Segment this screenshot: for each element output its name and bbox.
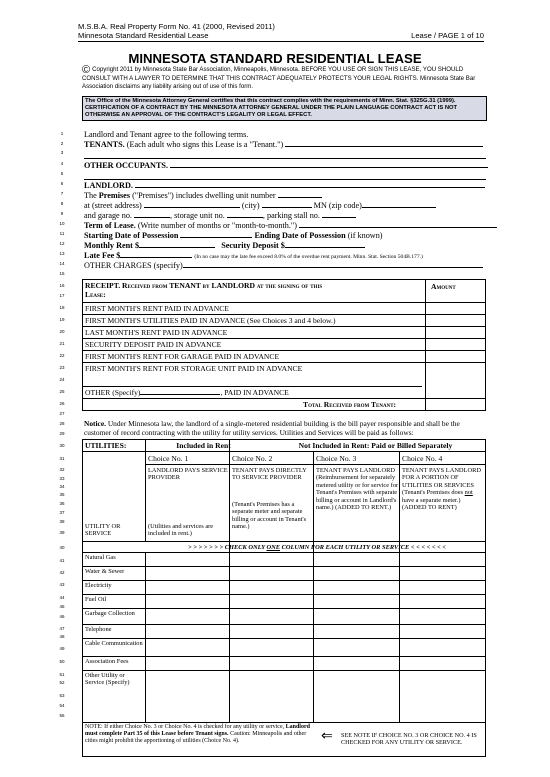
utility-choice-checkbox[interactable]: [230, 671, 312, 687]
choice1-desc: LANDLORD PAYS SERVICE PROVIDER: [148, 467, 228, 482]
column-divider: [145, 439, 146, 541]
line-number: 55: [59, 713, 65, 718]
other-occupants-line: [84, 160, 488, 171]
tenants-continuation-field[interactable]: [84, 158, 486, 159]
line-number: 2: [60, 141, 64, 146]
receipt-other-suffix: , PAID IN ADVANCE: [220, 388, 289, 397]
line-number: 5: [60, 171, 64, 176]
utility-label: Telephone: [85, 626, 112, 633]
utility-choice-checkbox[interactable]: [230, 553, 312, 565]
choice-header-1: Choice No. 1: [148, 454, 189, 463]
premises-label: Premises: [98, 191, 131, 200]
term-desc: (Write number of months or "month-to-month."): [135, 221, 297, 230]
receipt-amount-field[interactable]: [426, 363, 485, 373]
premises-desc: ("Premises") includes dwelling unit number: [130, 191, 276, 200]
footnote-right: SEE NOTE IF CHOICE NO. 3 OR CHOICE NO. 4 IS CHECKED FOR ANY UTILITY OR SERVICE.: [341, 732, 477, 746]
receipt-header: [82, 281, 422, 299]
dwelling-unit-field[interactable]: [278, 190, 322, 198]
utility-label: Water & Sewer: [85, 568, 125, 575]
landlord-field[interactable]: [135, 180, 485, 188]
choice4-desc-b: have a separate meter.) (ADDED TO RENT): [402, 496, 461, 512]
line-number: 37: [59, 510, 65, 515]
line-number: 30: [59, 443, 65, 448]
utility-choice-checkbox[interactable]: [230, 657, 312, 669]
utility-choice-checkbox[interactable]: [314, 595, 396, 607]
utility-choice-checkbox[interactable]: [230, 595, 312, 607]
choice4-desc-a: TENANT PAYS LANDLORD FOR A PORTION OF UTILITIES OR SERVICES (Tenant's Premises does: [402, 467, 481, 497]
not-included-header: Not Included in Rent: Paid or Billed Separately: [298, 441, 453, 450]
utility-choice-checkbox[interactable]: [146, 625, 228, 637]
line-number: 44: [59, 595, 65, 600]
included-header: Included in Rent: [176, 441, 231, 450]
line-number: 32: [59, 467, 65, 472]
choice-header-2: Choice No. 2: [232, 454, 273, 463]
utility-choice-checkbox[interactable]: [400, 553, 486, 565]
document-title: MINNESOTA STANDARD RESIDENTIAL LEASE: [128, 51, 422, 66]
storage-label: , storage unit no.: [170, 211, 225, 220]
storage-field[interactable]: [227, 210, 263, 218]
footnote-left-b: Landlord must complete Part 35 of this Lease before Tenant signs.: [85, 724, 310, 737]
utility-label: Other Utility or Service (Specify): [85, 672, 130, 687]
utility-choice-checkbox[interactable]: [400, 581, 486, 593]
line-number: 7: [60, 191, 64, 196]
parking-label: , parking stall no.: [262, 211, 320, 220]
utility-choice-checkbox[interactable]: [230, 625, 312, 637]
copyright-notice: [82, 66, 486, 90]
line-number: 14: [59, 261, 65, 266]
utility-choice-checkbox[interactable]: [400, 567, 486, 579]
running-header: [78, 31, 484, 42]
line-number: 4: [60, 161, 64, 166]
utility-choice-checkbox[interactable]: [146, 639, 228, 655]
receipt-lease: Lease:: [85, 290, 106, 299]
utility-choice-checkbox[interactable]: [230, 609, 312, 623]
line-number: 6: [60, 181, 64, 186]
line-number: 34: [59, 484, 65, 489]
line-number: 50: [59, 659, 65, 664]
line-number: 9: [60, 211, 64, 216]
column-divider: [399, 451, 400, 723]
utility-choice-checkbox[interactable]: [146, 567, 228, 579]
utility-choice-checkbox[interactable]: [314, 625, 396, 637]
utility-label: Garbage Collection: [85, 610, 135, 617]
utility-choice-checkbox[interactable]: [146, 581, 228, 593]
choice4-desc: [399, 467, 486, 511]
check-divider: [82, 541, 486, 542]
term-label: Term of Lease.: [84, 221, 136, 230]
line-number: 36: [59, 501, 65, 506]
form-number-header: M.S.B.A. Real Property Form No. 41 (2000, Revised 2011): [78, 22, 275, 31]
parking-field[interactable]: [322, 210, 356, 218]
line-number: 40: [59, 545, 65, 550]
line-number: 22: [59, 353, 65, 358]
utility-label: Electricity: [85, 582, 112, 589]
line-number: 19: [59, 317, 65, 322]
receipt-at-signing: at the signing of this: [256, 281, 323, 290]
tenants-label: TENANTS.: [84, 140, 125, 149]
line-number: 20: [59, 329, 65, 334]
line-number: 45: [59, 604, 65, 609]
receipt-landlord: LANDLORD: [211, 281, 255, 290]
check-instruction-a: > > > > > > > CHECK ONLY: [188, 544, 267, 551]
attorney-general-notice: The Office of the Minnesota Attorney General certifies that this contract complies with the requirements of Minn. Stat. §325G.31 (1999). CERTIFICATION OF A CONTRACT BY THE MINNESOTA ATTORNEY GENERAL UNDER THE PLAIN LANGUAGE CONTRACT ACT IS NOT OTHERWISE AN APPROVAL OF THE CONTRACT'S LEGALITY OR LEGAL EFFECT.: [82, 96, 487, 121]
line-number: 25: [59, 389, 65, 394]
receipt-amount-field[interactable]: [426, 339, 485, 349]
utility-choice-checkbox[interactable]: [400, 671, 486, 687]
line-number: 24: [59, 377, 65, 382]
line-number: 46: [59, 614, 65, 619]
line-number: 48: [59, 634, 65, 639]
line-number: 52: [59, 680, 65, 685]
column-divider: [145, 552, 146, 722]
line-number: 13: [59, 251, 65, 256]
line-number: 54: [59, 703, 65, 708]
receipt-item: FIRST MONTH'S RENT FOR STORAGE UNIT PAID IN ADVANCE: [85, 364, 303, 373]
choice4-desc-not: not: [464, 489, 473, 497]
monthly-rent-label: Monthly Rent $: [84, 241, 140, 250]
choice2-note: (Tenant's Premises has a separate meter and separate billing or account in Tenant's name.): [232, 501, 307, 531]
other-charges-field[interactable]: [183, 260, 483, 268]
receipt-amount-field[interactable]: [426, 303, 485, 313]
utility-label: Fuel Oil: [85, 596, 107, 603]
line-number: 1: [60, 131, 64, 136]
utility-choice-checkbox[interactable]: [146, 609, 228, 623]
header-form-name: Minnesota Standard Residential Lease: [78, 31, 209, 40]
utility-choice-checkbox[interactable]: [314, 581, 396, 593]
footnote-left: [82, 724, 310, 745]
choice1-note: (Utilities and services are included in rent.): [148, 523, 214, 538]
other-charges-label: OTHER CHARGES (specify): [84, 261, 183, 270]
check-instruction-one: ONE: [266, 544, 280, 551]
check-instruction-b: COLUMN FOR EACH UTILITY OR SERVICE < < < < < < <: [280, 544, 446, 551]
start-date-field[interactable]: [180, 230, 252, 238]
late-fee-field[interactable]: [120, 250, 192, 258]
line-number: 33: [59, 476, 65, 481]
city-field[interactable]: [262, 200, 312, 208]
security-deposit-field[interactable]: [285, 240, 365, 248]
garage-field[interactable]: [134, 210, 170, 218]
utility-choice-checkbox[interactable]: [400, 657, 486, 669]
receipt-label: RECEIPT.: [85, 281, 121, 290]
zip-field[interactable]: [362, 200, 436, 208]
city-label: (city): [241, 201, 260, 210]
receipt-item: FIRST MONTH'S RENT FOR GARAGE PAID IN ADVANCE: [85, 352, 280, 361]
line-number: 17: [59, 293, 65, 298]
line-number: 39: [59, 530, 65, 535]
line-number: 43: [59, 582, 65, 587]
line-number: 53: [59, 693, 65, 698]
line-number: 26: [59, 401, 65, 406]
utility-choice-checkbox[interactable]: [146, 553, 228, 565]
copyright-text: Copyright 2011 by Minnesota State Bar Association, Minneapolis, Minnesota. BEFORE YOU USE OR SIGN THIS LEASE, YOU SHOULD CONSULT WITH A LAWYER TO DETERMINE THAT THIS CONTRACT ADEQUATELY PROTECTS YOUR LEGAL RIGHTS. Minnesota State Bar Association disclaims any liability arising out of use of this form.: [82, 66, 476, 90]
copyright-icon: ©: [82, 64, 91, 76]
late-fee-note: (In no case may the late fee exceed 8.0% of the overdue rent payment. Minn. Stat. Section 504B.177.): [194, 254, 423, 260]
choice-header-4: Choice No. 4: [402, 454, 443, 463]
receipt-tenant: TENANT: [169, 281, 201, 290]
street-address-field[interactable]: [144, 200, 240, 208]
line-number: 42: [59, 570, 65, 575]
utility-choice-checkbox[interactable]: [314, 553, 396, 565]
utility-choice-checkbox[interactable]: [400, 595, 486, 607]
other-charges-line: [84, 260, 483, 271]
line-number: 31: [59, 456, 65, 461]
utility-choice-checkbox[interactable]: [314, 567, 396, 579]
other-occupants-label: OTHER OCCUPANTS.: [84, 161, 169, 170]
utility-choice-checkbox[interactable]: [314, 609, 396, 623]
utility-notice-text: Under Minnesota law, the landlord of a single-metered residential building is the bill payer responsible and shall be the customer of record contracting with the utility for utility services. Utilities and Services will be paid as follows:: [84, 419, 460, 437]
receipt-other-row: [82, 386, 422, 398]
street-address-label: at (street address): [84, 201, 142, 210]
utility-notice: [84, 419, 488, 437]
utility-label: Natural Gas: [85, 554, 116, 561]
utility-choice-checkbox[interactable]: [230, 567, 312, 579]
receipt-amount-field[interactable]: [426, 327, 485, 337]
line-number: 8: [60, 201, 64, 206]
utility-choice-checkbox[interactable]: [314, 657, 396, 669]
receipt-item: FIRST MONTH'S UTILITIES PAID IN ADVANCE (See Choices 3 and 4 below.): [85, 316, 336, 325]
utility-or-service-label: UTILITY OR SERVICE: [85, 523, 121, 538]
line-number: 3: [60, 150, 64, 155]
utility-label: Association Fees: [85, 658, 129, 665]
footnote-left-c: Caution: Minneapolis and other cities might prohibit the apportioning of utilities (Choice No. 4).: [85, 731, 307, 744]
tenants-line: [84, 139, 483, 150]
line-number: 38: [59, 519, 65, 524]
receipt-item: SECURITY DEPOSIT PAID IN ADVANCE: [85, 340, 222, 349]
line-number: 41: [59, 558, 65, 563]
choice2-desc: TENANT PAYS DIRECTLY TO SERVICE PROVIDER: [232, 467, 307, 482]
start-date-label: Starting Date of Possession: [84, 231, 179, 240]
utility-choice-checkbox[interactable]: [146, 595, 228, 607]
receipt-item: LAST MONTH'S RENT PAID IN ADVANCE: [85, 328, 228, 337]
receipt-by: by: [202, 281, 210, 290]
utility-choice-checkbox[interactable]: [146, 671, 228, 687]
tenants-desc: (Each adult who signs this Lease is a "Tenant."): [124, 140, 284, 149]
utility-notice-label: Notice.: [84, 419, 106, 428]
line-number: 28: [59, 421, 65, 426]
line-number: 49: [59, 646, 65, 651]
line-number: 29: [59, 431, 65, 436]
line-number: 11: [59, 231, 65, 236]
line-number: 51: [59, 672, 65, 677]
receipt-other-field[interactable]: [140, 387, 220, 395]
receipt-amount-field[interactable]: [426, 351, 485, 361]
line-number: 27: [59, 411, 65, 416]
line-number: 47: [59, 626, 65, 631]
utility-label: Cable Communication: [85, 640, 143, 647]
utility-choice-checkbox[interactable]: [314, 639, 396, 655]
zip-label: MN (zip code): [313, 201, 362, 210]
receipt-total-field[interactable]: [426, 399, 485, 410]
receipt-amount-field[interactable]: [426, 315, 485, 325]
line-number: 35: [59, 492, 65, 497]
landlord-label: LANDLORD.: [84, 181, 133, 190]
utility-choice-checkbox[interactable]: [400, 639, 486, 655]
choice-divider: [145, 464, 486, 465]
intro-line: Landlord and Tenant agree to the following terms.: [84, 130, 249, 139]
utilities-header: UTILITIES:: [85, 441, 127, 450]
column-divider: [313, 451, 314, 723]
utility-choice-checkbox[interactable]: [146, 657, 228, 669]
end-date-label: Ending Date of Possession: [254, 231, 346, 240]
line-number: 10: [59, 221, 65, 226]
garage-label: and garage no.: [84, 211, 132, 220]
utility-choice-checkbox[interactable]: [400, 609, 486, 623]
premises-prefix: The: [84, 191, 99, 200]
receipt-received-from: Received from: [122, 281, 168, 290]
utility-choice-checkbox[interactable]: [400, 625, 486, 637]
line-number: 15: [59, 271, 65, 276]
receipt-amount-header: Amount: [431, 282, 456, 291]
monthly-rent-field[interactable]: [139, 240, 215, 248]
utility-choice-checkbox[interactable]: [230, 581, 312, 593]
security-deposit-label: Security Deposit $: [221, 241, 285, 250]
receipt-other-label: OTHER (Specify): [85, 388, 141, 397]
choice-header-3: Choice No. 3: [316, 454, 357, 463]
utility-choice-checkbox[interactable]: [230, 639, 312, 655]
utility-choice-checkbox[interactable]: [314, 671, 396, 687]
receipt-total-label: Total Received from Tenant:: [303, 400, 397, 409]
line-number: 23: [59, 365, 65, 370]
end-date-desc: (if known): [345, 231, 383, 240]
line-number: 16: [59, 283, 65, 288]
late-fee-label: Late Fee $: [84, 251, 121, 260]
arrow-left-icon: ⇐: [321, 729, 333, 744]
receipt-item: FIRST MONTH'S RENT PAID IN ADVANCE: [85, 304, 229, 313]
other-occupants-field[interactable]: [170, 160, 488, 168]
header-page-number: Lease / PAGE 1 of 10: [411, 31, 484, 40]
choice3-desc: TENANT PAYS LANDLORD (Reimbursement for separately metered utility or for service for Tenant's Premises with separate billing or account in Landlord's name.) (ADDED TO RENT.): [316, 467, 399, 512]
line-number: 12: [59, 241, 65, 246]
utilities-header-divider: [82, 451, 486, 452]
column-divider: [229, 439, 230, 723]
line-number: 18: [59, 305, 65, 310]
footnote-left-a: NOTE: If either Choice No. 3 or Choice No. 4 is checked for any utility or service,: [85, 724, 286, 730]
line-number: 21: [59, 341, 65, 346]
term-field[interactable]: [299, 220, 497, 228]
check-one-instruction: [145, 543, 486, 552]
tenants-field[interactable]: [285, 139, 483, 147]
